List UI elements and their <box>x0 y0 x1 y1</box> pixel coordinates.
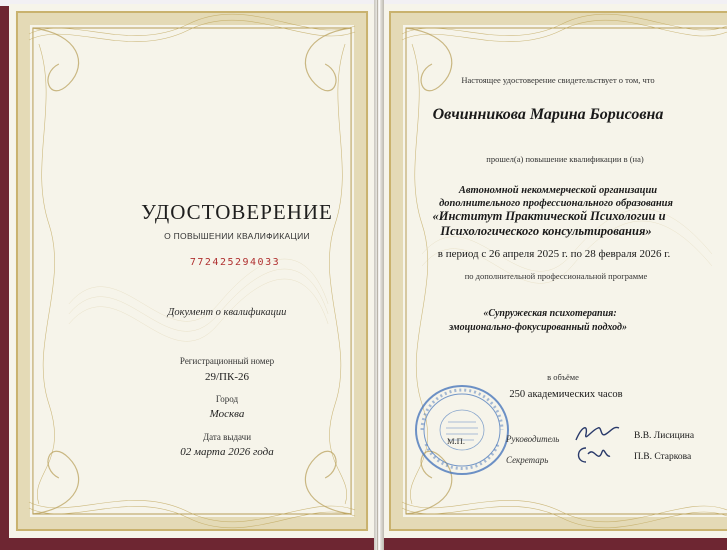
issue-date: 02 марта 2026 года <box>180 446 274 458</box>
org-line-1: Автономной некоммерческой организации <box>458 185 658 196</box>
training-period: в период с 26 апреля 2025 г. по 28 февраля 2026 г. <box>437 248 671 260</box>
left-page <box>9 4 376 538</box>
secretary-signature <box>572 442 612 468</box>
org-line-4: Психологического консультирования» <box>440 224 652 238</box>
head-role: Руководитель <box>506 434 560 444</box>
intro-text: Настоящее удостоверение свидетельствует о том, что <box>461 75 655 85</box>
org-line-3: «Институт Практической Психологии и <box>432 209 666 223</box>
program-line-1: «Супружеская психотерапия: <box>483 308 617 319</box>
registration-number: 29/ПК-26 <box>205 371 249 383</box>
program-label: по дополнительной профессиональной программе <box>464 271 648 281</box>
volume-label: в объёме <box>547 372 579 382</box>
right-page <box>382 4 727 538</box>
holder-full-name: Овчинникова Марина Борисовна <box>432 106 664 123</box>
head-name: В.В. Лисицина <box>634 431 695 441</box>
binding-thread <box>377 0 381 550</box>
serial-number: 772425294033 <box>189 257 281 268</box>
program-line-2: эмоционально-фокусированный подход» <box>448 322 628 333</box>
city-label: Город <box>215 394 239 404</box>
document-type: Документ о квалификации <box>167 307 287 318</box>
secretary-role: Секретарь <box>506 455 549 465</box>
issue-date-label: Дата выдачи <box>202 432 252 442</box>
organization-stamp <box>412 382 512 478</box>
completed-text: прошел(а) повышение квалификации в (на) <box>486 154 644 164</box>
certificate-subtitle: О ПОВЫШЕНИИ КВАЛИФИКАЦИИ <box>164 231 310 241</box>
hours-value: 250 академических часов <box>509 389 623 400</box>
city-value: Москва <box>209 408 245 420</box>
certificate-title: УДОСТОВЕРЕНИЕ <box>141 200 333 224</box>
registration-label: Регистрационный номер <box>179 356 275 366</box>
org-line-2: дополнительного профессионального образования <box>439 198 673 209</box>
secretary-name: П.В. Старкова <box>634 452 692 462</box>
stamp-label: М.П. <box>447 436 465 446</box>
